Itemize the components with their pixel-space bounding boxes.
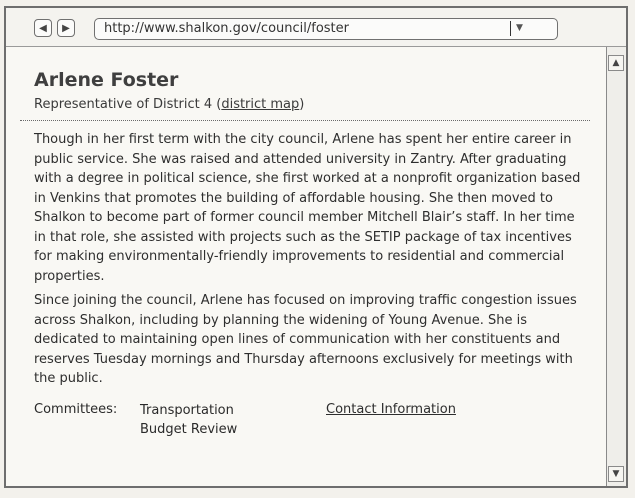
chevron-down-icon[interactable]: ▼ bbox=[516, 23, 523, 33]
address-bar[interactable] bbox=[94, 18, 558, 40]
committee-list bbox=[140, 402, 237, 439]
browser-window bbox=[4, 6, 628, 488]
bio-paragraph-2: Since joining the council, Arlene has focused on improving traffic congestion issues across Shalkon, including by planning the widening of Young Avenue. She is dedicated to maintaining open lines of communication with her constituents and reserves Tuesday mornings and Thursday afternoons exclusively for meetings with the public. bbox=[34, 293, 577, 386]
url-caret bbox=[510, 21, 511, 36]
title-divider bbox=[20, 120, 590, 121]
scroll-up-button[interactable] bbox=[608, 55, 624, 71]
chevron-up-icon: ▲ bbox=[612, 58, 620, 68]
contact-information-link[interactable]: Contact Information bbox=[326, 402, 456, 417]
browser-toolbar bbox=[6, 8, 626, 47]
chevron-down-icon: ▼ bbox=[612, 469, 620, 479]
district-map-link[interactable]: district map bbox=[221, 97, 300, 112]
page-content bbox=[6, 47, 606, 486]
back-button[interactable] bbox=[34, 19, 52, 37]
subtitle-suffix: ) bbox=[299, 97, 305, 112]
committee-item: Budget Review bbox=[140, 421, 238, 437]
back-arrow-icon: ◀ bbox=[39, 22, 47, 34]
subtitle-prefix: Representative of District 4 ( bbox=[34, 97, 222, 112]
forward-arrow-icon: ▶ bbox=[62, 22, 70, 34]
vertical-scrollbar[interactable] bbox=[606, 47, 626, 486]
bio-paragraph-1: Though in her first term with the city council, Arlene has spent her entire career in public service. She was raised and attended university in Zantry. After graduating with a degree in political science, she first worked at a nonprofit organization based in Venkins that promotes the building of affordable housing. She then moved to Shalkon to become part of former council member Mitchell Blair’s staff. In her time in that role, she assisted with projects such as the SETIP package of tax incentives for making environmentally-friendly improvements to residential and commercial properties. bbox=[34, 132, 581, 284]
url-text[interactable]: http://www.shalkon.gov/council/foster bbox=[104, 21, 349, 36]
committee-item: Transportation bbox=[140, 403, 234, 418]
scroll-down-button[interactable] bbox=[608, 466, 624, 482]
district-subtitle bbox=[34, 97, 304, 112]
forward-button[interactable] bbox=[57, 19, 75, 37]
committees-label: Committees: bbox=[34, 402, 118, 417]
page-title: Arlene Foster bbox=[34, 69, 179, 91]
